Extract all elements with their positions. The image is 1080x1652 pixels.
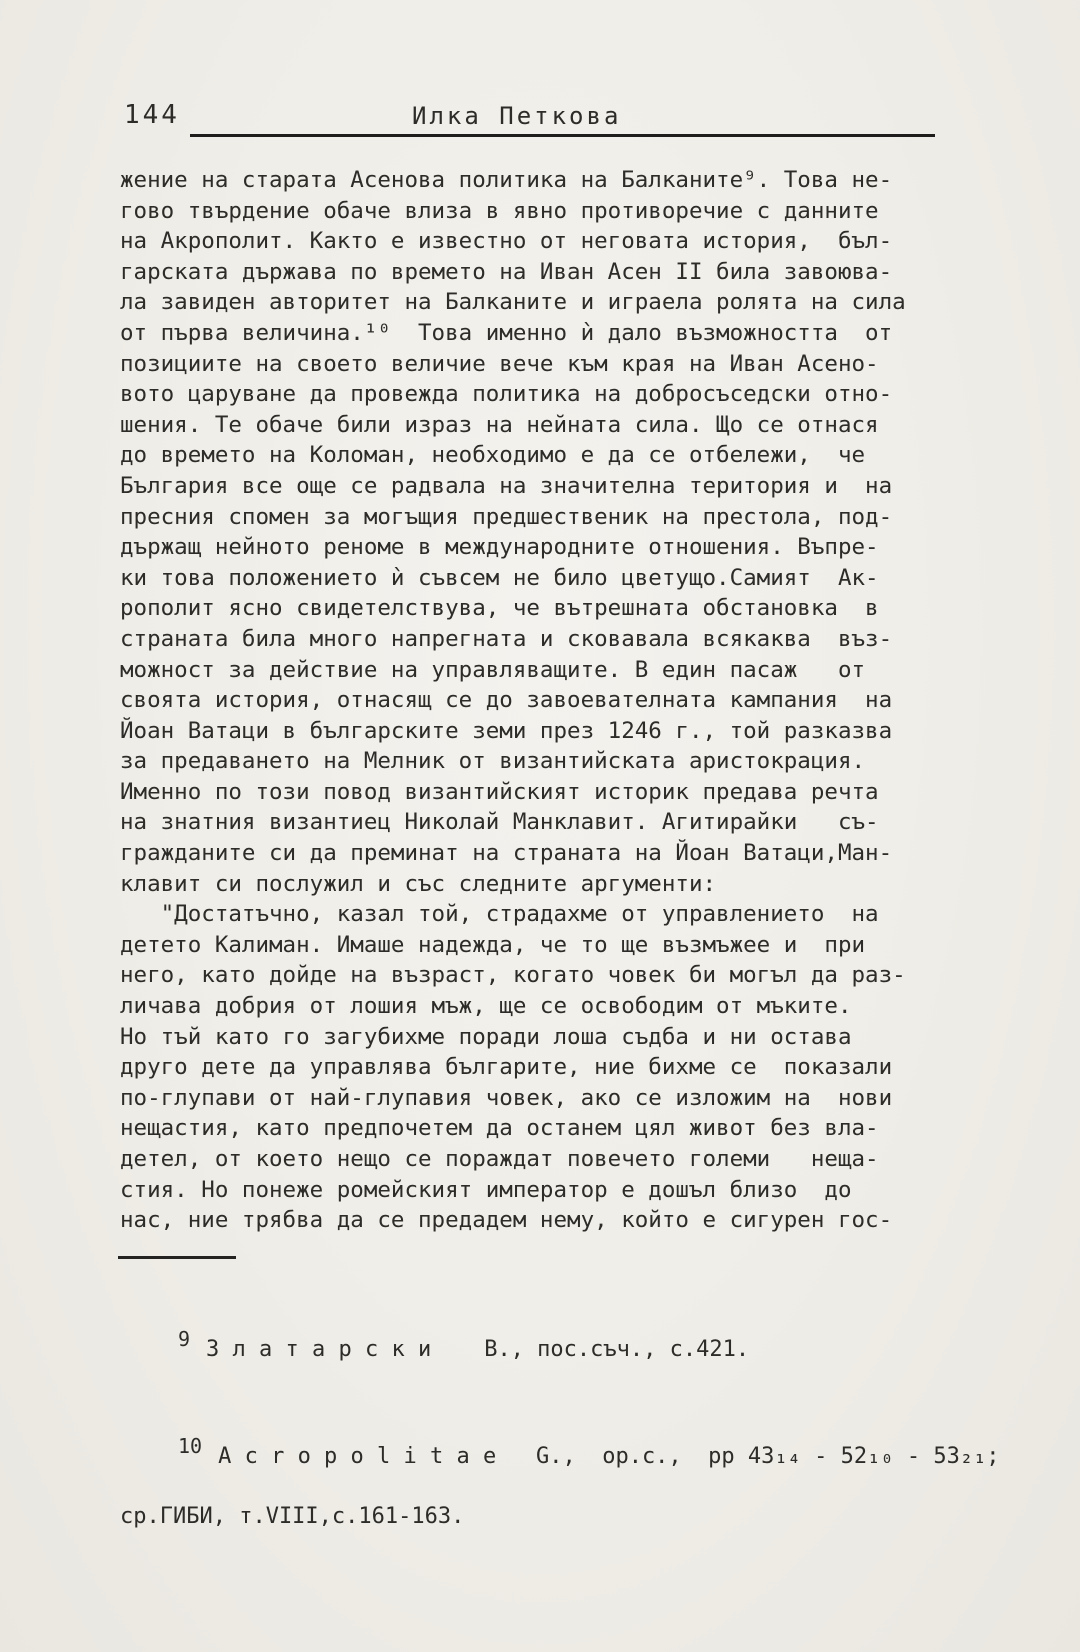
text-line: детето Калиман. Имаше надежда, че то ще възмъжее и при: [120, 931, 866, 958]
text-line: на знатния византиец Николай Манклавит. Агитирайки съ-: [120, 809, 879, 836]
footnotes: [120, 1274, 1000, 1652]
footnote-9: [120, 1327, 970, 1365]
text-line: гово твърдение обаче влиза в явно противоречие с данните: [120, 197, 879, 224]
text-line: нас, ние трябва да се предадем нему, който е сигурен гос-: [120, 1207, 893, 1234]
footnote-10: [120, 1434, 1000, 1592]
text-line: друго дете да управлява българите, ние бихме се показали: [120, 1054, 893, 1081]
page-header-author: Илка Петкова: [412, 102, 622, 130]
text-line: нещастия, като предпочетем да останем цял живот без вла-: [120, 1115, 879, 1142]
text-line: можност за действие на управляващите. В един пасаж от: [120, 656, 866, 683]
footnote-continuation: ср.ГИБИ, т.VIII,с.161-163.: [120, 1504, 465, 1529]
text-line: от първа величина.¹⁰ Това именно ѝ дало възможността от: [120, 319, 893, 346]
text-line: стия. Но понеже ромейският император е дошъл близо до: [120, 1176, 852, 1203]
footnote-text: A c r o p o l i t a e G., op.c., pp 43₁₄ - 52₁₀ - 53₂₁;: [218, 1444, 1000, 1469]
text-line: Йоан Ватаци в българските земи през 1246 г., той разказва: [120, 717, 893, 744]
text-line: личава добрия от лошия мъж, ще се освободим от мъките.: [120, 993, 852, 1020]
text-line: на Акрополит. Както е известно от неговата история, бъл-: [120, 228, 893, 255]
text-line: Именно по този повод византийският историк предава речта: [120, 778, 879, 805]
text-line: гражданите си да преминат на страната на Йоан Ватаци,Ман-: [120, 840, 893, 867]
text-line: по-глупави от най-глупавия човек, ако се изложим на нови: [120, 1084, 893, 1111]
text-line: шения. Те обаче били израз на нейната сила. Що се отнася: [120, 411, 879, 438]
text-line: позициите на своето величие вече към края на Иван Асено-: [120, 350, 879, 377]
text-line: рополит ясно свидетелствува, че вътрешната обстановка в: [120, 595, 879, 622]
text-line: него, като дойде на възраст, когато човек би могъл да раз-: [120, 962, 906, 989]
text-line: държащ нейното реноме в международните отношения. Въпре-: [120, 534, 879, 561]
page-number: 144: [124, 100, 180, 130]
header-rule: [190, 134, 935, 137]
text-line: страната била много напрегната и сковавала всякаква въз-: [120, 625, 893, 652]
text-line: Но тъй като го загубихме поради лоша съдба и ни остава: [120, 1023, 852, 1050]
text-line: клавит си послужил и със следните аргументи:: [120, 870, 717, 897]
text-line: пресния спомен за могъщия предшественик на престола, под-: [120, 503, 893, 530]
text-line: детел, от което нещо се пораждат повечето големи неща-: [120, 1146, 879, 1172]
footnote-marker: 10: [178, 1434, 203, 1458]
text-line: "Достатъчно, казал той, страдахме от управлението на: [120, 901, 879, 928]
footnote-text: З л а т а р с к и В., пос.съч., с.421.: [206, 1337, 750, 1362]
text-line: жение на старата Асенова политика на Балканите⁹. Това не-: [120, 167, 893, 193]
text-line: вото царуване да провежда политика на добросъседски отно-: [120, 381, 893, 408]
text-line: своята история, отнасящ се до завоевателната кампания на: [120, 687, 893, 714]
footnote-separator: [118, 1256, 236, 1259]
text-line: гарската държава по времето на Иван Асен II била завоюва-: [120, 258, 893, 285]
footnote-marker: 9: [178, 1327, 191, 1351]
body-text: [120, 165, 960, 1236]
text-line: ла завиден авторитет на Балканите и играела ролята на сила: [120, 289, 906, 316]
text-line: България все още се радвала на значителна територия и на: [120, 472, 893, 499]
text-line: ки това положението ѝ съвсем не било цветущо.Самият Ак-: [120, 564, 879, 591]
text-line: за предаването на Мелник от византийската аристокрация.: [120, 748, 866, 775]
text-line: до времето на Коломан, необходимо е да се отбележи, че: [120, 442, 866, 469]
